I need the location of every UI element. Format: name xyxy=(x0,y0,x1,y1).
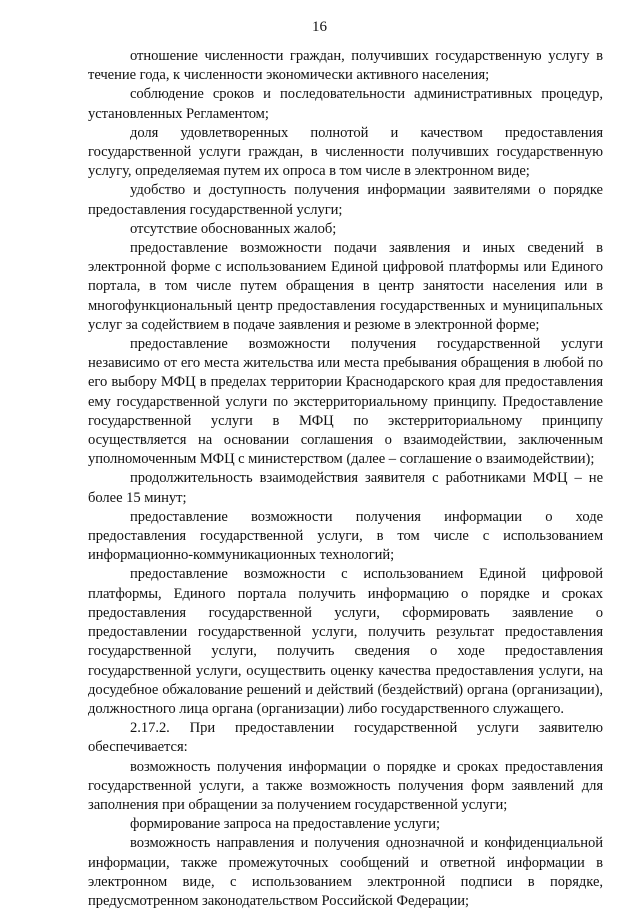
paragraph: предоставление возможности получения информации о ходе предоставления государственной услуги, в том числе с использованием информационно-коммуникационных технологий; xyxy=(88,508,603,564)
paragraph: отношение численности граждан, получивших государственную услугу в течение года, к численности экономически активного населения; xyxy=(88,48,603,84)
paragraph: возможность получения информации о порядке и сроках предоставления государственной услуги, а также возможность получения форм заявлений для заполнения при обращении за получением государственной услуги; xyxy=(88,758,603,813)
paragraph: 2.17.2. При предоставлении государственной услуги заявителю обеспечивается: xyxy=(88,720,603,756)
paragraph: предоставление возможности получения государственной услуги независимо от его места жительства или места пребывания обращения в любой по его выбору МФЦ в пределах территории Краснодарского края для предоставления ему государственной услуги по экстерриториальному принципу. Предоставление государственной услуги в МФЦ по экстерриториальному принципу осуществляется на основании соглашения о взаимодействии, заключенным уполномоченным МФЦ с министерством (далее – соглашение о взаимодействии); xyxy=(88,336,603,468)
paragraph: доля удовлетворенных полнотой и качеством предоставления государственной услуги граждан, в численности получивших государственную услугу, определяемая путем их опроса в том числе в электронном виде; xyxy=(88,124,603,180)
paragraph: продолжительность взаимодействия заявителя с работниками МФЦ – не более 15 минут; xyxy=(88,470,603,506)
page-number: 16 xyxy=(312,19,327,35)
paragraph: отсутствие обоснованных жалоб; xyxy=(130,220,337,237)
paragraph: соблюдение сроков и последовательности административных процедур, установленных Регламентом; xyxy=(88,86,603,122)
paragraph: формирование запроса на предоставление услуги; xyxy=(130,816,441,833)
document-body xyxy=(88,47,603,911)
paragraph: предоставление возможности с использованием Единой цифровой платформы, Единого портала получить информацию о порядке и сроках предоставления государственной услуги, сформировать заявление о предоставлении государственной услуги, получить результат предоставления государственной услуги, получить сведения о ходе предоставления государственной услуги, осуществить оценку качества предоставления услуги, на досудебное обжалование решений и действий (бездействий) органа (организации), должностного лица органа (организации) либо государственного служащего. xyxy=(88,566,603,717)
paragraph: удобство и доступность получения информации заявителями о порядке предоставления государственной услуги; xyxy=(88,182,603,218)
paragraph: предоставление возможности подачи заявления и иных сведений в электронной форме с использованием Единой цифровой платформы или Единого портала, в том числе путем обращения в центр занятости населения или в многофункциональный центр предоставления государственных и муниципальных услуг за содействием в подаче заявления и резюме в электронной форме; xyxy=(88,240,603,333)
paragraph: возможность направления и получения однозначной и конфиденциальной информации, также промежуточных сообщений и ответной информации в электронном виде, с использованием электронной подписи в порядке, предусмотренном законодательством Российской Федерации; xyxy=(88,835,603,909)
